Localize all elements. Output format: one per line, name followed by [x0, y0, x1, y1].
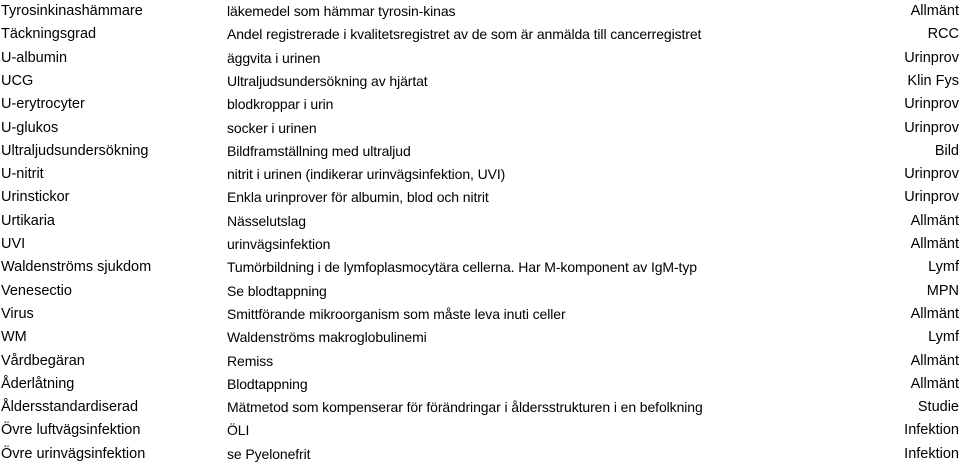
- table-row: [0, 186, 959, 209]
- definition-cell: Waldenströms makroglobulinemi: [227, 329, 427, 346]
- table-row: [0, 233, 959, 256]
- category-cell: MPN: [926, 282, 959, 299]
- category-cell: Studie: [917, 399, 959, 416]
- table-row: [0, 210, 959, 233]
- definition-cell: Bildframställning med ultraljud: [227, 142, 411, 159]
- table-row: [0, 163, 959, 186]
- term-cell: UVI: [1, 236, 26, 252]
- table-row: [0, 140, 959, 163]
- definition-cell: Mätmetod som kompenserar för förändringar i åldersstrukturen i en befolkning: [227, 399, 703, 416]
- term-cell: Waldenströms sjukdom: [1, 259, 152, 276]
- term-cell: Täckningsgrad: [1, 26, 97, 43]
- term-cell: Ultraljudsundersökning: [1, 142, 149, 159]
- definition-cell: läkemedel som hämmar tyrosin-kinas: [227, 3, 456, 19]
- definition-cell: Enkla urinprover för albumin, blod och nitrit: [227, 189, 489, 206]
- term-cell: Åderlåtning: [1, 375, 75, 392]
- term-cell: Vårdbegäran: [1, 352, 85, 369]
- category-cell: Lymf: [928, 259, 959, 276]
- category-cell: Lymf: [928, 329, 959, 346]
- table-row: [0, 117, 959, 140]
- table-row: [0, 93, 959, 116]
- definition-cell: Nässelutslag: [227, 212, 306, 229]
- definition-cell: Remiss: [227, 352, 274, 369]
- category-cell: RCC: [927, 26, 959, 43]
- category-cell: Allmänt: [910, 352, 959, 369]
- term-cell: U-albumin: [1, 49, 68, 66]
- category-cell: Infektion: [904, 422, 959, 439]
- table-row: [0, 419, 959, 442]
- definition-cell: Andel registrerade i kvalitetsregistret av de som är anmälda till cancerregistret: [227, 26, 702, 43]
- definition-cell: äggvita i urinen: [227, 49, 321, 66]
- definition-cell: ÖLI: [227, 422, 250, 439]
- term-cell: Åldersstandardiserad: [1, 399, 139, 416]
- table-row: [0, 326, 959, 349]
- term-cell: U-erytrocyter: [1, 96, 85, 113]
- term-cell: Övre luftvägsinfektion: [1, 422, 141, 439]
- term-cell: Urtikaria: [1, 212, 55, 229]
- category-cell: Urinprov: [904, 166, 959, 183]
- category-cell: Urinprov: [904, 189, 959, 206]
- term-cell: Venesectio: [1, 282, 72, 299]
- table-row: [0, 47, 959, 70]
- table-row: [0, 350, 959, 373]
- table-row: [0, 303, 959, 326]
- table-row: [0, 443, 959, 466]
- term-cell: Virus: [1, 305, 34, 322]
- definition-cell: urinvägsinfektion: [227, 236, 331, 252]
- table-row: [0, 70, 959, 93]
- term-cell: U-nitrit: [1, 166, 44, 183]
- definition-cell: Blodtappning: [227, 375, 308, 392]
- term-cell: UCG: [1, 72, 34, 89]
- table-row: [0, 373, 959, 396]
- category-cell: Klin Fys: [907, 72, 959, 89]
- table-row: [0, 23, 959, 46]
- category-cell: Urinprov: [904, 96, 959, 113]
- term-cell: Övre urinvägsinfektion: [1, 445, 146, 462]
- term-cell: Urinstickor: [1, 189, 70, 206]
- table-row: [0, 396, 959, 419]
- definition-cell: Ultraljudsundersökning av hjärtat: [227, 72, 428, 89]
- definition-cell: Smittförande mikroorganism som måste leva inuti celler: [227, 305, 566, 322]
- definition-cell: se Pyelonefrit: [227, 445, 311, 462]
- category-cell: Infektion: [904, 445, 959, 462]
- table-row: [0, 0, 959, 23]
- category-cell: Allmänt: [910, 375, 959, 392]
- category-cell: Bild: [934, 142, 959, 159]
- table-row: [0, 256, 959, 279]
- definition-cell: Se blodtappning: [227, 282, 327, 299]
- category-cell: Allmänt: [910, 3, 959, 19]
- category-cell: Allmänt: [910, 305, 959, 322]
- term-cell: U-glukos: [1, 119, 59, 136]
- category-cell: Allmänt: [910, 236, 959, 252]
- category-cell: Urinprov: [904, 49, 959, 66]
- table-row: [0, 280, 959, 303]
- definition-cell: blodkroppar i urin: [227, 96, 334, 113]
- definition-cell: socker i urinen: [227, 119, 317, 136]
- term-cell: WM: [1, 329, 27, 346]
- definition-cell: nitrit i urinen (indikerar urinvägsinfektion, UVI): [227, 166, 506, 183]
- category-cell: Urinprov: [904, 119, 959, 136]
- category-cell: Allmänt: [910, 212, 959, 229]
- definition-cell: Tumörbildning i de lymfoplasmocytära cellerna. Har M-komponent av IgM-typ: [227, 259, 697, 276]
- term-cell: Tyrosinkinashämmare: [1, 3, 143, 19]
